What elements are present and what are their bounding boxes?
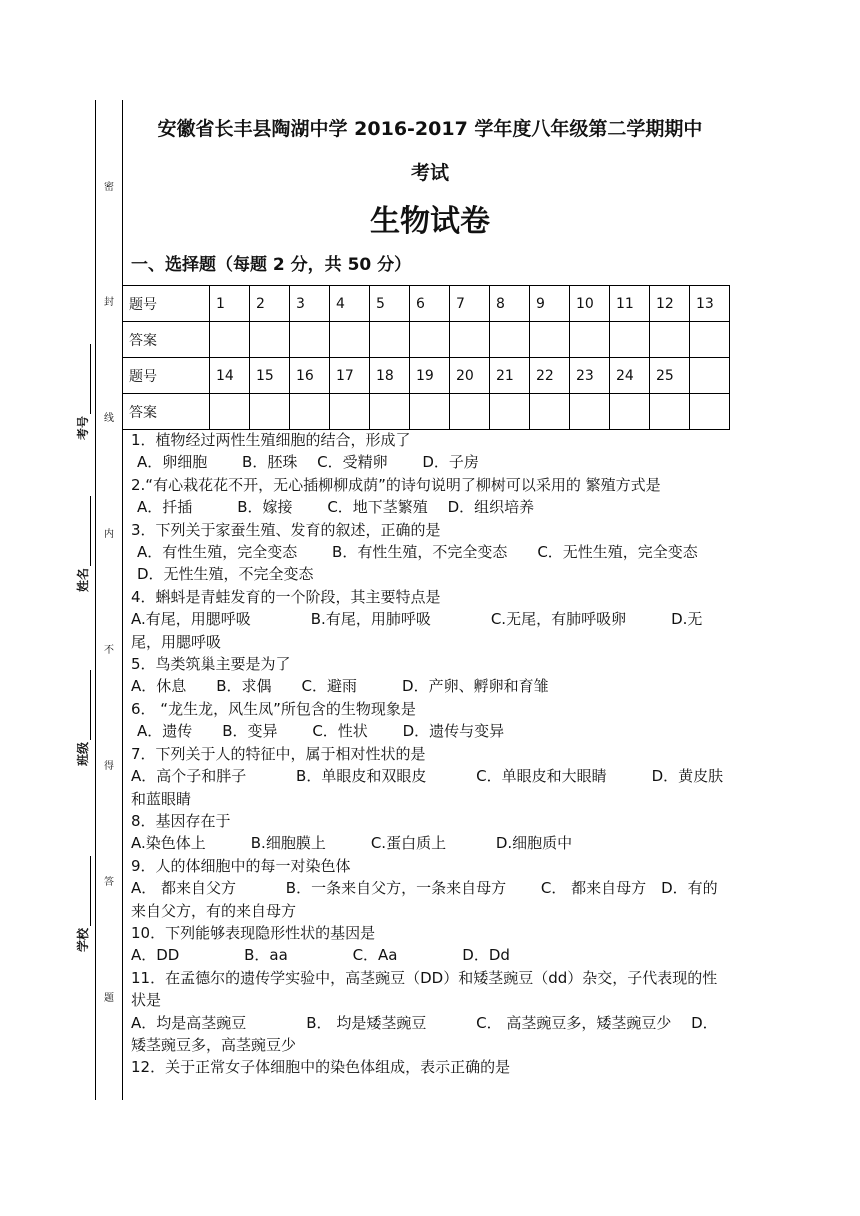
question-number-cell: 22 — [530, 358, 570, 394]
exam-title-cont: 考试 — [410, 162, 449, 184]
question-number-cell: 19 — [410, 358, 450, 394]
question-options: A． 都来自父方 B．一条来自父方，一条来自母方 C． 都来自母方 D．有的来自父方，有的来自母方 — [131, 879, 718, 920]
question-number-cell: 14 — [210, 358, 250, 394]
table-row — [123, 394, 730, 430]
question-number-cell: 10 — [570, 286, 610, 322]
seal-char: 内 — [104, 529, 114, 540]
question-options: A．卵细胞 B．胚珠 C．受精卵 D．子房 — [137, 453, 479, 472]
answer-cell[interactable] — [530, 322, 570, 358]
question-number-cell: 13 — [690, 286, 730, 322]
question-options: A．DD B．aa C．Aa D．Dd — [131, 946, 510, 965]
exam-number-field[interactable]: 考号 — [74, 344, 91, 440]
subject-title: 生物试卷 — [370, 204, 490, 239]
answer-cell[interactable] — [370, 394, 410, 430]
answer-cell[interactable] — [370, 322, 410, 358]
question-stem: 11．在孟德尔的遗传学实验中，高茎豌豆（DD）和矮茎豌豆（dd）杂交，子代表现的性状是 — [131, 968, 718, 1010]
question-stem: 8．基因存在于 — [131, 811, 231, 830]
question-number-cell: 24 — [610, 358, 650, 394]
answer-cell[interactable] — [570, 322, 610, 358]
seal-char: 密 — [104, 182, 114, 193]
question-number-cell: 9 — [530, 286, 570, 322]
question-list — [131, 429, 731, 1079]
question-number-cell: 1 — [210, 286, 250, 322]
question-stem: 1．植物经过两性生殖细胞的结合，形成了 — [131, 431, 411, 449]
question-stem: 6． “龙生龙，风生凤”所包含的生物现象是 — [131, 699, 416, 718]
binding-line-inner — [122, 100, 125, 1100]
question-number-cell: 18 — [370, 358, 410, 394]
answer-cell[interactable] — [290, 394, 330, 430]
answer-cell[interactable] — [210, 394, 250, 430]
question-options: A．均是高茎豌豆 B． 均是矮茎豌豆 C． 高茎豌豆多，矮茎豌豆少 D．矮茎豌豆多，高茎豌豆少 — [131, 1013, 718, 1054]
question-number-cell: 4 — [330, 286, 370, 322]
question-number-cell: 2 — [250, 286, 290, 322]
answer-cell[interactable] — [450, 322, 490, 358]
question-number-cell: 11 — [610, 286, 650, 322]
answer-cell[interactable] — [650, 394, 690, 430]
question-options: A．高个子和胖子 B．单眼皮和双眼皮 C．单眼皮和大眼睛 D．黄皮肤和蓝眼睛 — [131, 767, 724, 808]
seal-char: 得 — [104, 761, 114, 772]
table-header-cell: 答案 — [123, 394, 210, 430]
answer-cell[interactable] — [690, 394, 730, 430]
question-number-cell: 15 — [250, 358, 290, 394]
seal-char: 题 — [104, 993, 114, 1004]
question-stem: 5．鸟类筑巢主要是为了 — [131, 655, 291, 674]
question-number-cell: 8 — [490, 286, 530, 322]
seal-char: 线 — [104, 413, 114, 424]
table-row — [123, 286, 730, 322]
question-number-cell: 5 — [370, 286, 410, 322]
question-number-cell: 16 — [290, 358, 330, 394]
table-header-cell: 题号 — [123, 286, 210, 322]
question-number-cell: 12 — [650, 286, 690, 322]
question-options: A.有尾，用腮呼吸 B.有尾，用肺呼吸 C.无尾，有肺呼吸卵 D.无尾，用腮呼吸 — [131, 610, 703, 651]
answer-cell[interactable] — [290, 322, 330, 358]
question-stem: 12．关于正常女子体细胞中的染色体组成，表示正确的是 — [131, 1058, 511, 1077]
answer-cell[interactable] — [450, 394, 490, 430]
table-header-cell: 题号 — [123, 358, 210, 394]
name-field[interactable]: 姓名 — [74, 496, 91, 592]
question-number-cell: 21 — [490, 358, 530, 394]
question-options: A．休息 B．求偶 C．避雨 D．产卵、孵卵和育雏 — [131, 677, 549, 696]
seal-char: 封 — [104, 297, 114, 308]
binding-line-outer — [95, 100, 98, 1100]
answer-cell[interactable] — [530, 394, 570, 430]
question-number-cell: 7 — [450, 286, 490, 322]
answer-cell[interactable] — [330, 322, 370, 358]
question-stem: 9．人的体细胞中的每一对染色体 — [131, 856, 351, 875]
question-stem: 7．下列关于人的特征中，属于相对性状的是 — [131, 744, 426, 763]
question-number-cell: 3 — [290, 286, 330, 322]
answer-cell[interactable] — [250, 322, 290, 358]
answer-cell[interactable] — [610, 322, 650, 358]
question-number-cell: 25 — [650, 358, 690, 394]
question-number-cell — [690, 358, 730, 394]
question-number-cell: 23 — [570, 358, 610, 394]
question-options: A.染色体上 B.细胞膜上 C.蛋白质上 D.细胞质中 — [131, 834, 573, 853]
section-heading: 一、选择题（每题 2 分，共 50 分） — [131, 255, 412, 275]
question-number-cell: 20 — [450, 358, 490, 394]
table-row — [123, 322, 730, 358]
answer-cell[interactable] — [250, 394, 290, 430]
seal-char: 不 — [104, 645, 114, 656]
answer-cell[interactable] — [410, 322, 450, 358]
class-field[interactable]: 班级 — [74, 670, 91, 766]
answer-cell[interactable] — [490, 394, 530, 430]
answer-cell[interactable] — [490, 322, 530, 358]
question-stem: 2.“有心栽花花不开，无心插柳柳成荫”的诗句说明了柳树可以采用的 繁殖方式是 — [131, 475, 661, 494]
question-stem: 4．蝌蚪是青蛙发育的一个阶段，其主要特点是 — [131, 587, 441, 606]
answer-table — [122, 285, 730, 430]
answer-cell[interactable] — [650, 322, 690, 358]
school-field[interactable]: 学校 — [74, 856, 91, 952]
question-stem: 10．下列能够表现隐形性状的基因是 — [131, 923, 376, 942]
seal-char: 答 — [104, 877, 114, 888]
answer-cell[interactable] — [570, 394, 610, 430]
table-header-cell: 答案 — [123, 322, 210, 358]
answer-cell[interactable] — [690, 322, 730, 358]
table-row — [123, 358, 730, 394]
question-stem: 3．下列关于家蚕生殖、发育的叙述，正确的是 — [131, 520, 441, 539]
answer-cell[interactable] — [410, 394, 450, 430]
question-options: A．扦插 B．嫁接 C．地下茎繁殖 D．组织培养 — [137, 498, 535, 517]
question-options: A．有性生殖，完全变态 B．有性生殖，不完全变态 C．无性生殖，完全变态 D．无性生殖，不完全变态 — [137, 543, 733, 584]
answer-cell[interactable] — [210, 322, 250, 358]
exam-title: 安徽省长丰县陶湖中学 2016-2017 学年度八年级第二学期期中 — [157, 118, 703, 140]
question-number-cell: 6 — [410, 286, 450, 322]
answer-cell[interactable] — [330, 394, 370, 430]
answer-cell[interactable] — [610, 394, 650, 430]
question-options: A．遗传 B．变异 C．性状 D．遗传与变异 — [137, 722, 505, 741]
question-number-cell: 17 — [330, 358, 370, 394]
